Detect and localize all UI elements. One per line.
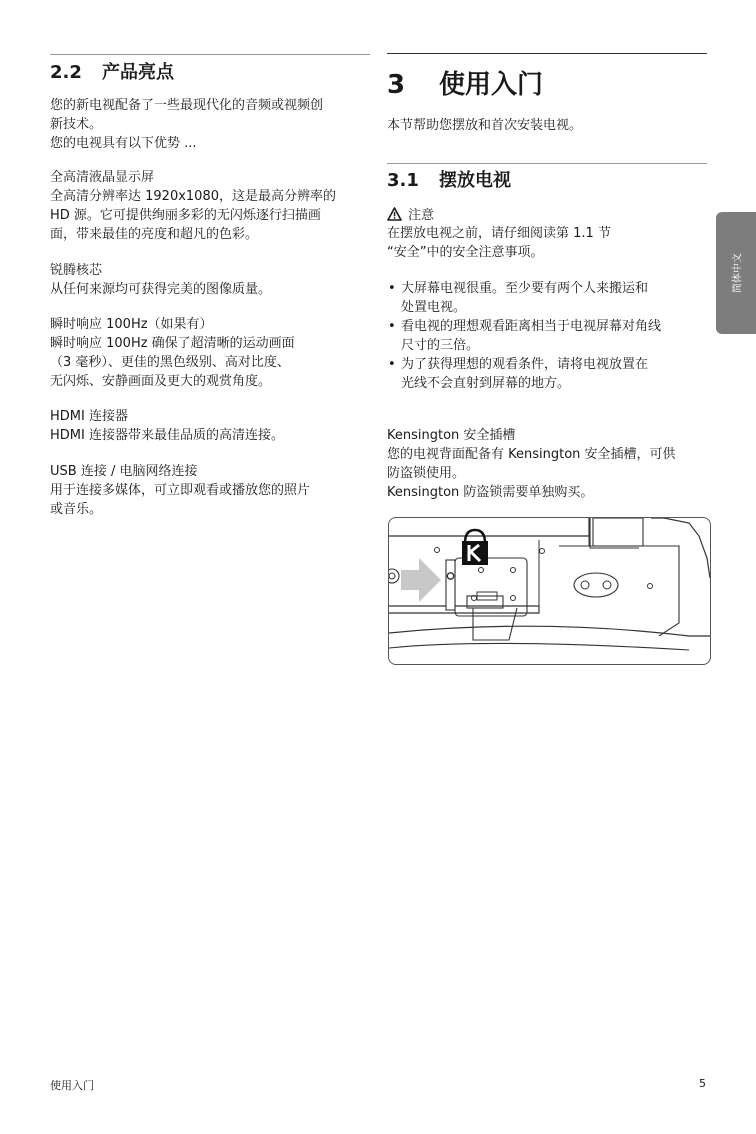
language-tab-label: 简体中文 xyxy=(732,253,744,293)
bullet-line: 处置电视。 xyxy=(401,300,467,315)
intro-paragraph xyxy=(50,96,323,153)
section-number: 2.2 xyxy=(50,62,82,83)
feature-body xyxy=(50,280,271,299)
feature-line: （3 毫秒）、更佳的黑色级别、高对比度、 xyxy=(50,355,290,370)
kensington-slot-illustration xyxy=(388,517,711,665)
feature-line: 用于连接多媒体，可立即观看或播放您的照片 xyxy=(50,483,311,498)
chapter-3-rule xyxy=(387,53,707,54)
feature-title: 锐腾核芯 xyxy=(50,263,103,278)
feature-title: 全高清液晶显示屏 xyxy=(50,170,155,185)
chapter-title: 使用入门 xyxy=(439,70,544,100)
kensington-line: Kensington 防盗锁需要单独购买。 xyxy=(387,485,594,500)
feature-title: HDMI 连接器 xyxy=(50,409,128,424)
feature-line: 或音乐。 xyxy=(50,502,103,517)
bullet-line: 大屏幕电视很重。至少要有两个人来搬运和 xyxy=(401,281,649,296)
chapter-number: 3 xyxy=(387,70,406,100)
caution-line: 在摆放电视之前，请仔细阅读第 1.1 节 xyxy=(387,226,611,241)
section-2-2-rule xyxy=(50,54,370,55)
list-item xyxy=(387,317,661,355)
language-tab xyxy=(716,212,756,334)
kensington-line: 防盗锁使用。 xyxy=(387,466,466,481)
feature-body xyxy=(50,334,295,391)
feature-line: 面，带来最佳的亮度和超凡的色彩。 xyxy=(50,227,259,242)
bullet-dot-icon: • xyxy=(388,357,396,372)
feature-body xyxy=(50,426,284,445)
feature-line: 无闪烁、安静画面及更大的观赏角度。 xyxy=(50,374,272,389)
caution-line: “安全”中的安全注意事项。 xyxy=(387,245,544,260)
feature-line: 瞬时响应 100Hz 确保了超清晰的运动画面 xyxy=(50,336,295,351)
intro-line: 您的新电视配备了一些最现代化的音频或视频创 xyxy=(50,98,324,113)
list-item xyxy=(387,355,661,393)
bullet-line: 为了获得理想的观看条件，请将电视放置在 xyxy=(401,357,649,372)
feature-line: 从任何来源均可获得完美的图像质量。 xyxy=(50,282,272,297)
feature-title: 瞬时响应 100Hz（如果有） xyxy=(50,317,213,332)
feature-line: 全高清分辨率达 1920x1080，这是最高分辨率的 xyxy=(50,189,336,204)
bullet-dot-icon: • xyxy=(388,319,396,334)
tv-back-drawing xyxy=(389,518,710,664)
section-2-2-heading xyxy=(50,58,174,84)
feature-title: USB 连接 / 电脑网络连接 xyxy=(50,464,198,479)
list-item xyxy=(387,279,661,317)
section-3-1-heading xyxy=(387,166,511,192)
page-number: 5 xyxy=(699,1077,706,1090)
section-3-1-rule xyxy=(387,163,707,164)
kensington-title: Kensington 安全插槽 xyxy=(387,428,516,443)
intro-line: 您的电视具有以下优势 ... xyxy=(50,136,197,151)
feature-body xyxy=(50,187,336,244)
bullet-line: 看电视的理想观看距离相当于电视屏幕对角线 xyxy=(401,319,662,334)
feature-line: HDMI 连接器带来最佳品质的高清连接。 xyxy=(50,428,284,443)
kensington-body xyxy=(387,445,676,502)
bullet-line: 尺寸的三倍。 xyxy=(401,338,480,353)
section-number: 3.1 xyxy=(387,170,419,191)
intro-line: 新技术。 xyxy=(50,117,103,132)
chapter-intro: 本节帮助您摆放和首次安装电视。 xyxy=(387,118,583,133)
bullet-line: 光线不会直射到屏幕的地方。 xyxy=(401,376,571,391)
kensington-line: 您的电视背面配备有 Kensington 安全插槽，可供 xyxy=(387,447,676,462)
placement-bullets xyxy=(387,279,661,393)
caution-label: 注意 xyxy=(408,208,435,223)
chapter-3-heading xyxy=(387,64,543,101)
feature-body xyxy=(50,481,310,519)
section-title: 产品亮点 xyxy=(102,62,174,83)
section-title: 摆放电视 xyxy=(439,170,511,191)
feature-line: HD 源。它可提供绚丽多彩的无闪烁逐行扫描画 xyxy=(50,208,321,223)
caution-body xyxy=(387,224,611,262)
footer-chapter-label: 使用入门 xyxy=(50,1079,94,1092)
bullet-dot-icon: • xyxy=(388,281,396,296)
